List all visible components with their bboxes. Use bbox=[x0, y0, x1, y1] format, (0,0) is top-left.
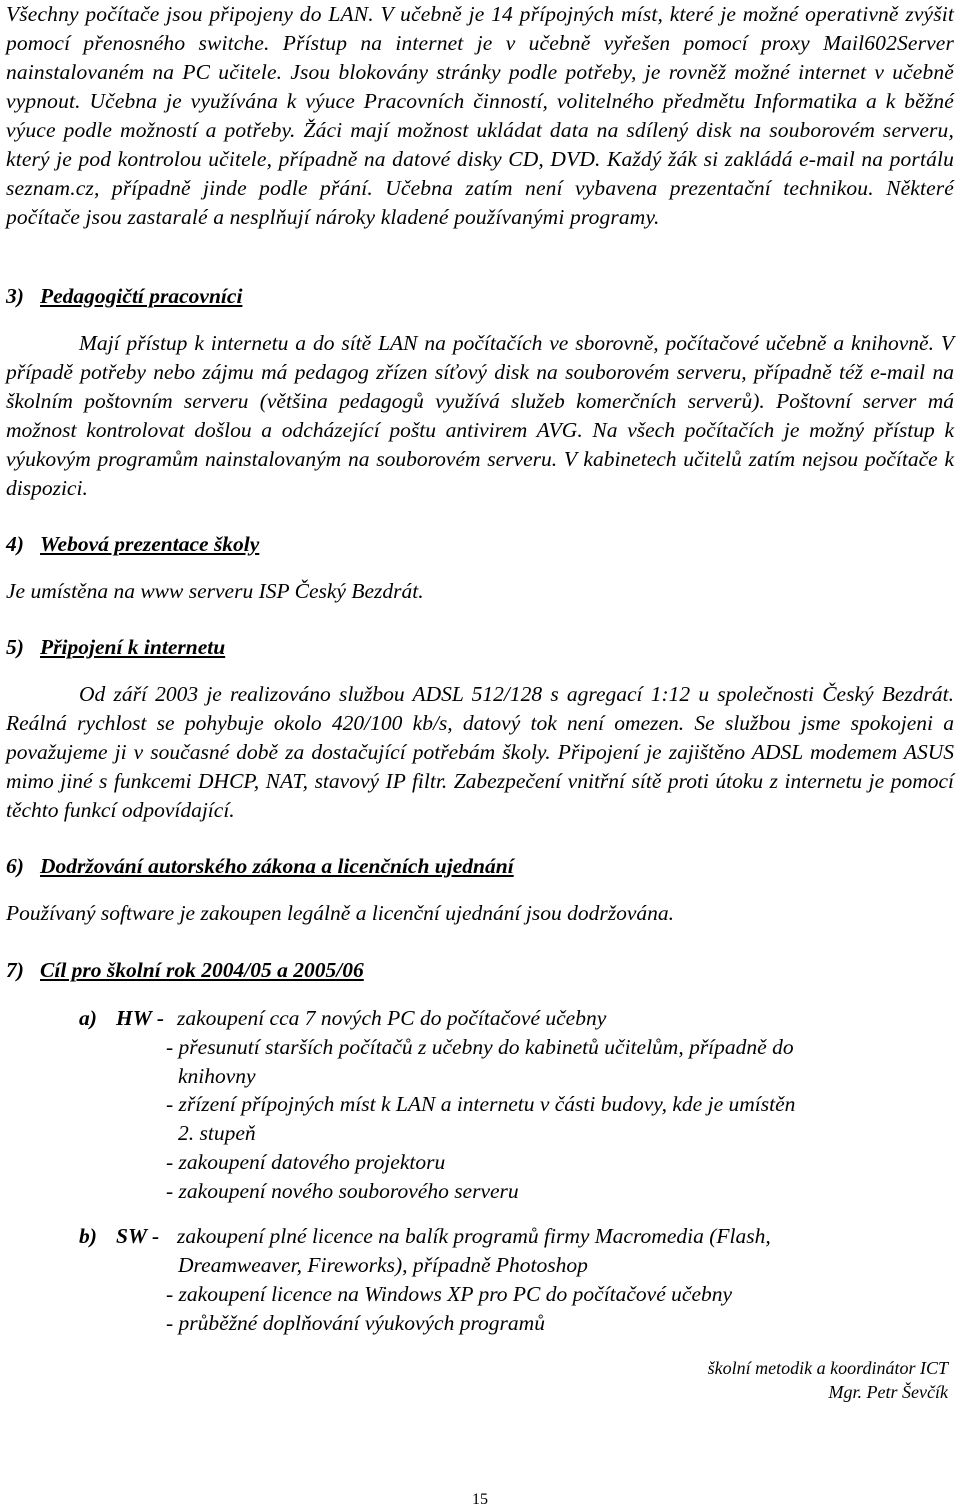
goal-a-line: - zřízení přípojných míst k LAN a internetu v části budovy, kde je umístěn bbox=[166, 1092, 796, 1116]
section-6-body: Používaný software je zakoupen legálně a licenční ujednání jsou dodržována. bbox=[6, 901, 674, 925]
goal-a-heading: HW - bbox=[116, 1006, 164, 1030]
goal-a-label: a) bbox=[79, 1006, 97, 1030]
goal-a-line: 2. stupeň bbox=[178, 1121, 256, 1145]
goal-b-line: - průběžné doplňování výukových programů bbox=[166, 1311, 545, 1335]
goal-a-line: knihovny bbox=[178, 1064, 256, 1088]
page-number: 15 bbox=[472, 1491, 488, 1508]
section-5-heading bbox=[6, 633, 225, 662]
section-7-title: Cíl pro školní rok 2004/05 a 2005/06 bbox=[40, 958, 364, 982]
goal-a-line: - přesunutí starších počítačů z učebny do kabinetů učitelům, případně do bbox=[166, 1035, 794, 1059]
section-3-heading bbox=[6, 282, 242, 311]
section-5-number: 5) bbox=[6, 635, 24, 659]
section-5-title: Připojení k internetu bbox=[40, 635, 226, 659]
goal-b-label: b) bbox=[79, 1224, 97, 1248]
section-6-title: Dodržování autorského zákona a licenčních ujednání bbox=[40, 854, 514, 878]
section-4-number: 4) bbox=[6, 532, 24, 556]
goal-b-line: Dreamweaver, Fireworks), případně Photoshop bbox=[178, 1253, 588, 1277]
section-3-number: 3) bbox=[6, 284, 24, 308]
section-6-heading bbox=[6, 852, 514, 881]
goal-b-line: zakoupení plné licence na balík programů firmy Macromedia (Flash, bbox=[177, 1224, 771, 1248]
section-7-number: 7) bbox=[6, 958, 24, 982]
goal-b-heading: SW - bbox=[116, 1224, 160, 1248]
goal-a-line: - zakoupení datového projektoru bbox=[166, 1150, 446, 1174]
section-6-number: 6) bbox=[6, 854, 24, 878]
section-4-title: Webová prezentace školy bbox=[40, 532, 260, 556]
goal-a-line: zakoupení cca 7 nových PC do počítačové učebny bbox=[177, 1006, 607, 1030]
signature-name: Mgr. Petr Ševčík bbox=[828, 1382, 948, 1402]
signature-role: školní metodik a koordinátor ICT bbox=[707, 1358, 948, 1378]
goal-b-line: - zakoupení licence na Windows XP pro PC do počítačové učebny bbox=[166, 1282, 733, 1306]
section-3-title: Pedagogičtí pracovníci bbox=[40, 284, 243, 308]
intro-paragraph: Všechny počítače jsou připojeny do LAN. V učebně je 14 přípojných míst, které je možné operativně zvýšit pomocí přenosného switche. Přístup na internet je v učebně vyřešen pomocí proxy Mail602Server nainstalovaném na PC učitele. Jsou blokovány stránky podle potřeby, je rovněž možné internet v učebně vypnout. Učebna je využívána k výuce Pracovních činností, volitelného předmětu Informatika a k běžné výuce podle možností a potřeby. Žáci mají možnost ukládat data na sdílený disk na souborovém serveru, který je pod kontrolou učitele, případně na datové disky CD, DVD. Každý žák si zakládá e-mail na portálu seznam.cz, případně jinde podle přání. Učebna zatím není vybavena prezentační technikou. Některé počítače jsou zastaralé a nesplňují nároky kladené používanými programy. bbox=[6, 2, 954, 229]
section-4-heading bbox=[6, 530, 259, 559]
section-7-heading bbox=[6, 956, 364, 985]
section-3-body: Mají přístup k internetu a do sítě LAN na počítačích ve sborovně, počítačové učebně a knihovně. V případě potřeby nebo zájmu má pedagog zřízen síťový disk na souborovém serveru, případně též e-mail na školním poštovním serveru (většina pedagogů využívá služeb komerčních serverů). Poštovní server má možnost kontrolovat došlou a odcházející poštu antivirem AVG. Na všech počítačích je možný přístup k výukovým programům nainstalovaným na souborovém serveru. V kabinetech učitelů zatím nejsou počítače k dispozici. bbox=[6, 331, 954, 500]
goal-a-line: - zakoupení nového souborového serveru bbox=[166, 1179, 519, 1203]
section-5-body: Od září 2003 je realizováno službou ADSL 512/128 s agregací 1:12 u společnosti Český Bezdrát. Reálná rychlost se pohybuje okolo 420/100 kb/s, datový tok není omezen. Se službou jsme spokojeni a považujeme ji v současné době za dostačující potřebám školy. Připojení je zajištěno ADSL modemem ASUS mimo jiné s funkcemi DHCP, NAT, stavový IP filtr. Zabezpečení vnitřní sítě proti útoku z internetu je pomocí těchto funkcí odpovídající. bbox=[6, 682, 954, 822]
section-4-body: Je umístěna na www serveru ISP Český Bezdrát. bbox=[6, 579, 424, 603]
